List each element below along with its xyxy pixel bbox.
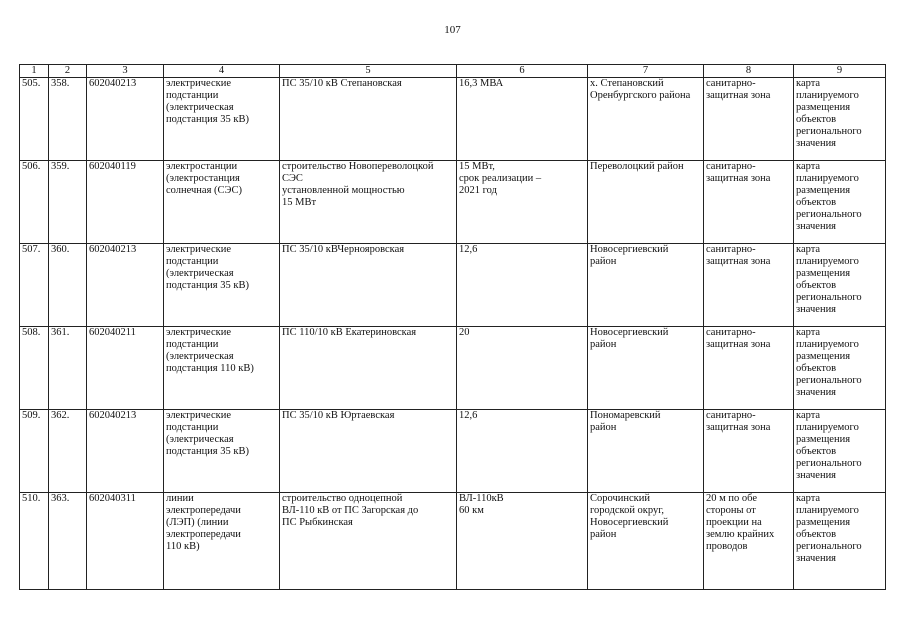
cell-text-line: планируемого bbox=[796, 90, 859, 101]
cell-text-line: проекции на bbox=[706, 517, 762, 528]
cell-text-line: ПС 35/10 кВ Степановская bbox=[282, 78, 402, 89]
cell-text-line: карта bbox=[796, 161, 821, 172]
cell-text-line: ПС 35/10 кВЧернояровская bbox=[282, 244, 405, 255]
table-row bbox=[20, 327, 886, 410]
cell-text-line: 602040119 bbox=[89, 161, 136, 172]
cell-text-line: 60 км bbox=[459, 505, 484, 516]
cell-text-line: защитная зона bbox=[706, 339, 771, 350]
table-row bbox=[20, 244, 886, 327]
cell-object-name bbox=[280, 78, 457, 161]
cell-text-line: район bbox=[590, 422, 617, 433]
cell-text-line: размещения bbox=[796, 102, 851, 113]
cell-location bbox=[588, 327, 704, 410]
cell-map-reference bbox=[794, 493, 886, 590]
cell-object-number bbox=[49, 410, 87, 493]
cell-text-line: санитарно- bbox=[706, 327, 756, 338]
cell-text-line: значения bbox=[796, 221, 837, 232]
cell-row-number bbox=[20, 410, 49, 493]
cell-text-line: карта bbox=[796, 244, 821, 255]
cell-object-name bbox=[280, 244, 457, 327]
cell-text-line: строительство Новопереволоцкой bbox=[282, 161, 434, 172]
cell-text-line: размещения bbox=[796, 517, 851, 528]
cell-text-line: размещения bbox=[796, 185, 851, 196]
cell-text-line: 509. bbox=[22, 410, 41, 421]
cell-text-line: значения bbox=[796, 470, 837, 481]
cell-object-name bbox=[280, 493, 457, 590]
cell-text-line: 510. bbox=[22, 493, 41, 504]
cell-text-line: подстанции bbox=[166, 256, 219, 267]
cell-text-line: Новосергиевский bbox=[590, 517, 669, 528]
table-row bbox=[20, 161, 886, 244]
cell-text-line: планируемого bbox=[796, 173, 859, 184]
cell-text-line: 15 МВт bbox=[282, 197, 317, 208]
cell-text-line: Переволоцкий район bbox=[590, 161, 684, 172]
cell-object-characteristics bbox=[457, 78, 588, 161]
cell-text-line: значения bbox=[796, 387, 837, 398]
cell-text-line: размещения bbox=[796, 351, 851, 362]
cell-object-number bbox=[49, 327, 87, 410]
cell-text-line: ВЛ-110кВ bbox=[459, 493, 504, 504]
cell-zone-type bbox=[704, 410, 794, 493]
cell-text-line: защитная зона bbox=[706, 173, 771, 184]
cell-text-line: подстанция 35 кВ) bbox=[166, 280, 249, 291]
cell-text-line: объектов bbox=[796, 446, 837, 457]
table-row bbox=[20, 78, 886, 161]
cell-text-line: объектов bbox=[796, 114, 837, 125]
cell-map-reference bbox=[794, 161, 886, 244]
cell-text-line: электропередачи bbox=[166, 505, 241, 516]
cell-text-line: 110 кВ) bbox=[166, 541, 200, 552]
column-header-6: 6 bbox=[457, 65, 588, 78]
cell-text-line: 602040311 bbox=[89, 493, 136, 504]
cell-text-line: 362. bbox=[51, 410, 70, 421]
cell-object-characteristics bbox=[457, 161, 588, 244]
cell-text-line: (электростанция bbox=[166, 173, 240, 184]
cell-text-line: городской округ, bbox=[590, 505, 665, 516]
cell-text-line: Сорочинский bbox=[590, 493, 651, 504]
cell-text-line: 358. bbox=[51, 78, 70, 89]
cell-text-line: установленной мощностью bbox=[282, 185, 405, 196]
cell-text-line: подстанция 35 кВ) bbox=[166, 446, 249, 457]
cell-text-line: (ЛЭП) (линии bbox=[166, 517, 229, 528]
cell-zone-type bbox=[704, 244, 794, 327]
cell-text-line: 505. bbox=[22, 78, 41, 89]
cell-text-line: электрические bbox=[166, 327, 232, 338]
cell-text-line: регионального bbox=[796, 375, 862, 386]
cell-text-line: 602040213 bbox=[89, 410, 137, 421]
cell-text-line: линии bbox=[166, 493, 194, 504]
cell-location bbox=[588, 161, 704, 244]
cell-text-line: (электрическая bbox=[166, 102, 234, 113]
column-header-4: 4 bbox=[164, 65, 280, 78]
cell-zone-type bbox=[704, 493, 794, 590]
cell-object-characteristics bbox=[457, 410, 588, 493]
cell-text-line: защитная зона bbox=[706, 422, 771, 433]
cell-text-line: Оренбургского района bbox=[590, 90, 691, 101]
cell-text-line: карта bbox=[796, 327, 821, 338]
cell-text-line: солнечная (СЭС) bbox=[166, 185, 242, 196]
cell-text-line: стороны от bbox=[706, 505, 756, 516]
cell-object-characteristics bbox=[457, 493, 588, 590]
cell-text-line: (электрическая bbox=[166, 351, 234, 362]
cell-text-line: подстанции bbox=[166, 90, 219, 101]
cell-text-line: 602040211 bbox=[89, 327, 136, 338]
cell-text-line: защитная зона bbox=[706, 256, 771, 267]
cell-object-code bbox=[87, 244, 164, 327]
cell-object-code bbox=[87, 78, 164, 161]
cell-text-line: регионального bbox=[796, 541, 862, 552]
cell-object-type bbox=[164, 493, 280, 590]
cell-text-line: электрические bbox=[166, 244, 232, 255]
table-row bbox=[20, 410, 886, 493]
cell-text-line: 16,3 МВА bbox=[459, 78, 504, 89]
cell-text-line: санитарно- bbox=[706, 244, 756, 255]
cell-text-line: санитарно- bbox=[706, 161, 756, 172]
cell-text-line: электрические bbox=[166, 78, 232, 89]
cell-text-line: 602040213 bbox=[89, 244, 137, 255]
cell-text-line: объектов bbox=[796, 363, 837, 374]
cell-map-reference bbox=[794, 244, 886, 327]
cell-text-line: электростанции bbox=[166, 161, 238, 172]
cell-object-number bbox=[49, 161, 87, 244]
table-header-row bbox=[20, 65, 886, 78]
cell-text-line: объектов bbox=[796, 529, 837, 540]
cell-zone-type bbox=[704, 161, 794, 244]
cell-text-line: СЭС bbox=[282, 173, 303, 184]
objects-table bbox=[19, 64, 886, 590]
column-header-1: 1 bbox=[20, 65, 49, 78]
cell-text-line: регионального bbox=[796, 126, 862, 137]
cell-location bbox=[588, 244, 704, 327]
cell-object-name bbox=[280, 327, 457, 410]
column-header-5: 5 bbox=[280, 65, 457, 78]
cell-text-line: 507. bbox=[22, 244, 41, 255]
cell-object-type bbox=[164, 78, 280, 161]
cell-text-line: срок реализации – bbox=[459, 173, 542, 184]
cell-zone-type bbox=[704, 78, 794, 161]
cell-location bbox=[588, 410, 704, 493]
column-header-3: 3 bbox=[87, 65, 164, 78]
cell-text-line: подстанция 35 кВ) bbox=[166, 114, 249, 125]
cell-row-number bbox=[20, 493, 49, 590]
cell-text-line: район bbox=[590, 339, 617, 350]
cell-text-line: 602040213 bbox=[89, 78, 137, 89]
cell-object-code bbox=[87, 161, 164, 244]
cell-text-line: санитарно- bbox=[706, 410, 756, 421]
cell-text-line: планируемого bbox=[796, 256, 859, 267]
cell-text-line: строительство одноцепной bbox=[282, 493, 403, 504]
cell-object-characteristics bbox=[457, 244, 588, 327]
cell-text-line: электропередачи bbox=[166, 529, 241, 540]
cell-text-line: ПС 35/10 кВ Юртаевская bbox=[282, 410, 395, 421]
cell-text-line: район bbox=[590, 256, 617, 267]
cell-text-line: 359. bbox=[51, 161, 70, 172]
cell-map-reference bbox=[794, 327, 886, 410]
table-row bbox=[20, 493, 886, 590]
cell-text-line: ПС 110/10 кВ Екатериновская bbox=[282, 327, 417, 338]
cell-text-line: ВЛ-110 кВ от ПС Загорская до bbox=[282, 505, 419, 516]
cell-row-number bbox=[20, 161, 49, 244]
cell-text-line: значения bbox=[796, 553, 837, 564]
cell-text-line: значения bbox=[796, 138, 837, 149]
cell-text-line: 508. bbox=[22, 327, 41, 338]
cell-text-line: Новосергиевский bbox=[590, 327, 669, 338]
cell-map-reference bbox=[794, 78, 886, 161]
cell-text-line: Пономаревский bbox=[590, 410, 661, 421]
cell-text-line: 360. bbox=[51, 244, 70, 255]
cell-text-line: карта bbox=[796, 493, 821, 504]
cell-text-line: подстанции bbox=[166, 422, 219, 433]
cell-object-characteristics bbox=[457, 327, 588, 410]
cell-text-line: защитная зона bbox=[706, 90, 771, 101]
cell-text-line: 20 bbox=[459, 327, 470, 338]
cell-text-line: планируемого bbox=[796, 505, 859, 516]
cell-text-line: подстанция 110 кВ) bbox=[166, 363, 254, 374]
column-header-9: 9 bbox=[794, 65, 886, 78]
cell-text-line: электрические bbox=[166, 410, 232, 421]
cell-location bbox=[588, 78, 704, 161]
cell-object-code bbox=[87, 327, 164, 410]
cell-text-line: Новосергиевский bbox=[590, 244, 669, 255]
cell-row-number bbox=[20, 244, 49, 327]
cell-text-line: карта bbox=[796, 410, 821, 421]
cell-location bbox=[588, 493, 704, 590]
cell-object-name bbox=[280, 161, 457, 244]
cell-text-line: ПС Рыбкинская bbox=[282, 517, 353, 528]
cell-text-line: планируемого bbox=[796, 339, 859, 350]
cell-text-line: 12,6 bbox=[459, 244, 478, 255]
page-number: 107 bbox=[444, 24, 461, 36]
column-header-2: 2 bbox=[49, 65, 87, 78]
cell-text-line: объектов bbox=[796, 197, 837, 208]
cell-object-number bbox=[49, 493, 87, 590]
cell-text-line: землю крайних bbox=[706, 529, 775, 540]
cell-object-type bbox=[164, 161, 280, 244]
cell-object-type bbox=[164, 327, 280, 410]
cell-text-line: санитарно- bbox=[706, 78, 756, 89]
column-header-8: 8 bbox=[704, 65, 794, 78]
cell-text-line: 12,6 bbox=[459, 410, 478, 421]
cell-text-line: объектов bbox=[796, 280, 837, 291]
cell-text-line: 15 МВт, bbox=[459, 161, 495, 172]
cell-text-line: 2021 год bbox=[459, 185, 497, 196]
cell-object-number bbox=[49, 78, 87, 161]
cell-text-line: 20 м по обе bbox=[706, 493, 758, 504]
cell-text-line: планируемого bbox=[796, 422, 859, 433]
cell-text-line: размещения bbox=[796, 268, 851, 279]
cell-text-line: подстанции bbox=[166, 339, 219, 350]
cell-text-line: 363. bbox=[51, 493, 70, 504]
cell-object-number bbox=[49, 244, 87, 327]
cell-object-code bbox=[87, 493, 164, 590]
cell-text-line: (электрическая bbox=[166, 268, 234, 279]
cell-object-type bbox=[164, 410, 280, 493]
cell-text-line: х. Степановский bbox=[590, 78, 664, 89]
cell-text-line: регионального bbox=[796, 209, 862, 220]
cell-text-line: значения bbox=[796, 304, 837, 315]
cell-row-number bbox=[20, 78, 49, 161]
cell-row-number bbox=[20, 327, 49, 410]
cell-text-line: (электрическая bbox=[166, 434, 234, 445]
cell-text-line: размещения bbox=[796, 434, 851, 445]
cell-text-line: регионального bbox=[796, 292, 862, 303]
cell-text-line: 506. bbox=[22, 161, 41, 172]
cell-text-line: 361. bbox=[51, 327, 70, 338]
cell-text-line: район bbox=[590, 529, 617, 540]
cell-zone-type bbox=[704, 327, 794, 410]
cell-text-line: проводов bbox=[706, 541, 748, 552]
cell-map-reference bbox=[794, 410, 886, 493]
cell-object-name bbox=[280, 410, 457, 493]
cell-object-code bbox=[87, 410, 164, 493]
column-header-7: 7 bbox=[588, 65, 704, 78]
cell-object-type bbox=[164, 244, 280, 327]
cell-text-line: регионального bbox=[796, 458, 862, 469]
cell-text-line: карта bbox=[796, 78, 821, 89]
